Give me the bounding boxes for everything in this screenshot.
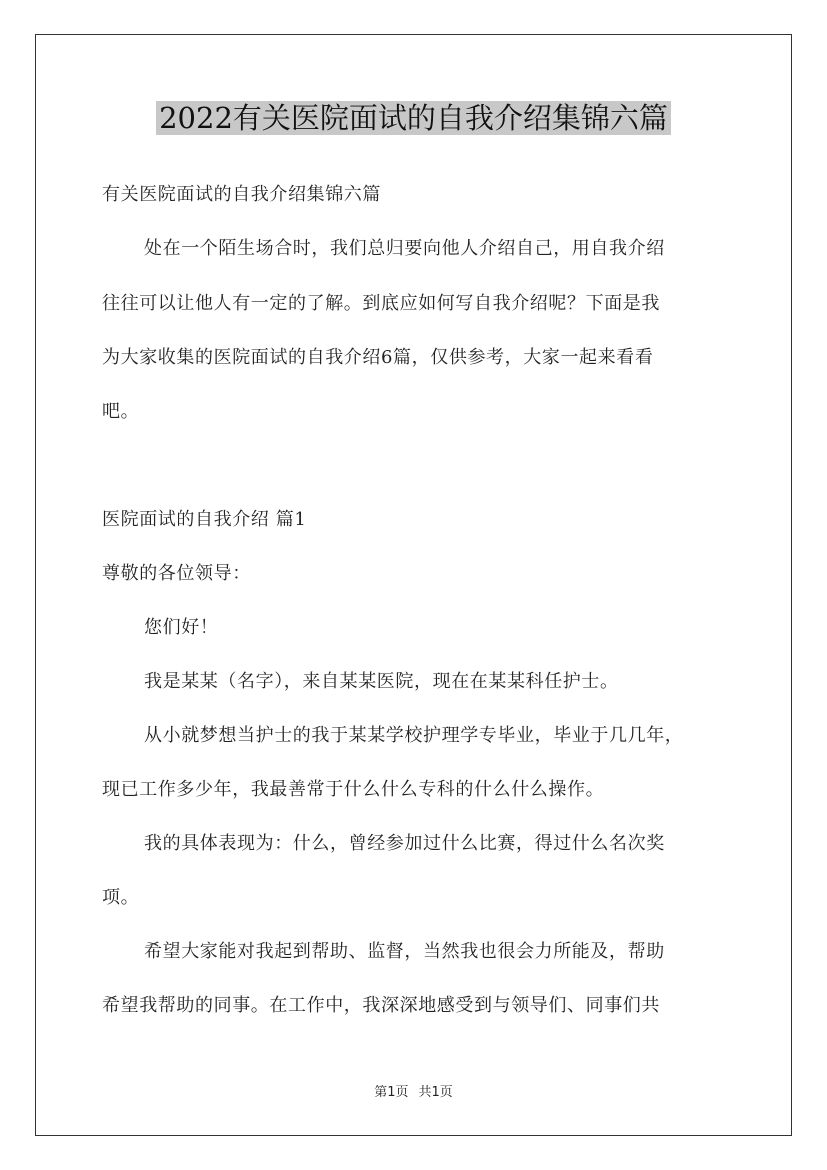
document-title-text: 2022有关医院面试的自我介绍集锦六篇 (156, 101, 671, 135)
page-number-total: 共1页 (418, 1085, 453, 1100)
document-subtitle: 有关医院面试的自我介绍集锦六篇 (102, 184, 381, 205)
body-line: 现已工作多少年，我最善常于什么什么专科的什么什么操作。 (102, 779, 605, 800)
body-line: 希望我帮助的同事。在工作中，我深深地感受到与领导们、同事们共 (102, 995, 660, 1016)
body-line: 从小就梦想当护士的我于某某学校护理学专毕业，毕业于几几年， (144, 725, 684, 746)
body-line: 我的具体表现为：什么，曾经参加过什么比赛，得过什么名次奖 (144, 833, 665, 854)
body-line: 希望大家能对我起到帮助、监督，当然我也很会力所能及，帮助 (144, 941, 665, 962)
body-line: 我是某某（名字），来自某某医院，现在在某某科任护士。 (144, 671, 619, 692)
intro-line: 处在一个陌生场合时，我们总归要向他人介绍自己，用自我介绍 (144, 238, 665, 259)
intro-line: 往往可以让他人有一定的了解。到底应如何写自我介绍呢？下面是我 (102, 293, 660, 314)
page-footer (0, 1084, 827, 1102)
section-heading: 医院面试的自我介绍 篇1 (102, 509, 307, 530)
page-number-current: 第1页 (374, 1085, 409, 1100)
body-line: 项。 (102, 887, 140, 908)
salutation: 尊敬的各位领导： (102, 563, 251, 584)
intro-line: 为大家收集的医院面试的自我介绍6篇，仅供参考，大家一起来看看 (102, 347, 654, 368)
greeting: 您们好！ (144, 617, 219, 638)
intro-line: 吧。 (102, 401, 140, 422)
document-title (0, 98, 827, 138)
